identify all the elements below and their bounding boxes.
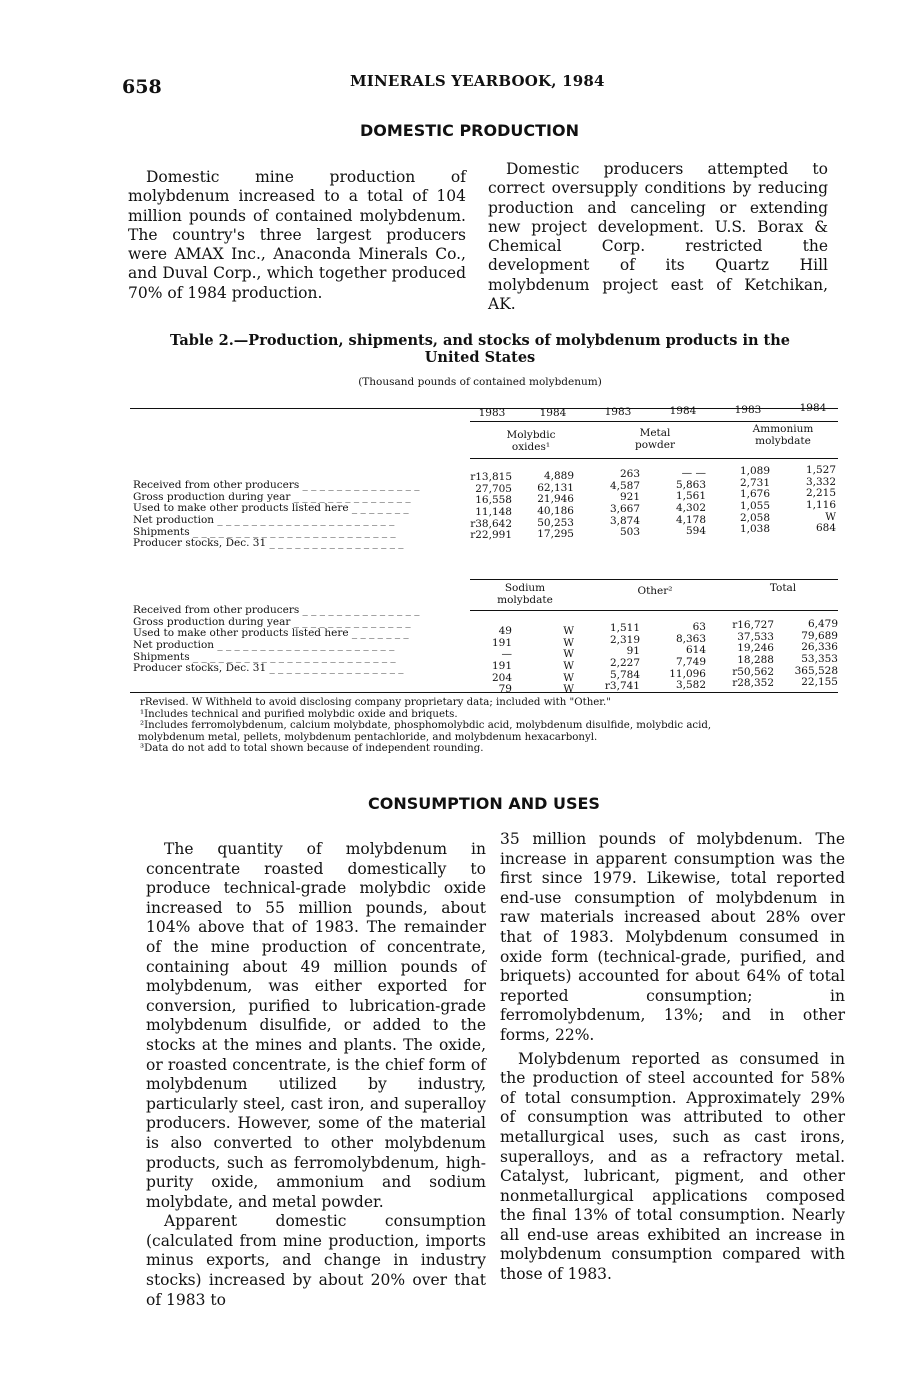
footnote: ¹Includes technical and purified molybdic oxide and briquets. bbox=[140, 708, 458, 720]
col-total-1983: r16,727 37,533 19,246 18,288 r50,562 r28,352 bbox=[732, 619, 774, 690]
paragraph: The quantity of molybdenum in concentrate roasted domestically to produce technical-grade molybdic oxide increased to 55 million pounds, about 104% above that of 1983. The remainder of the mine production of concentrate, containing about 49 million pounds of molybdenum, was either exported for conversion, purified to lubrication-grade molybdenum disulfide, or added to the stocks at the mines and plants. The oxide, or roasted concentrate, is the chief form of molybdenum utilized by industry, particularly steel, cast iron, and superalloy producers. However, some of the material is also converted to other molybdenum products, such as ferromolybdenum, high-purity oxide, ammonium and sodium molybdate, and metal powder. bbox=[146, 840, 486, 1211]
col-ammonium-1983: 1,089 2,731 1,676 1,055 2,058 1,038 bbox=[739, 465, 770, 536]
consumption-left-column bbox=[146, 840, 486, 1310]
group-rule bbox=[470, 458, 838, 459]
row-label: Received from other producers _ _ _ _ _ _ _ _ _ _ _ _ _ _ bbox=[133, 604, 420, 616]
year-header: 1984 bbox=[539, 407, 567, 419]
table-title bbox=[150, 332, 810, 366]
footnote: ³Data do not add to total shown because of independent rounding. bbox=[140, 743, 484, 755]
col-sodium-1984: W W W W W W bbox=[563, 625, 574, 696]
consumption-right-column bbox=[500, 830, 845, 1285]
row-label: Producer stocks, Dec. 31 _ _ _ _ _ _ _ _ _ _ _ _ _ _ _ _ bbox=[133, 537, 404, 550]
row-label: Used to make other products listed here _ _ _ _ _ _ _ bbox=[133, 627, 409, 640]
year-header: 1983 bbox=[734, 404, 762, 416]
year-rule bbox=[470, 421, 838, 422]
year-header: 1983 bbox=[604, 406, 632, 418]
group-header-ammonium-molybdate: Ammonium molybdate bbox=[752, 423, 814, 447]
col-sodium-1983: 49 191 — 191 204 79 bbox=[491, 625, 512, 696]
paragraph: Domestic producers attempted to correct oversupply conditions by reducing production and canceling or extending new project development. U.S. Borax & Chemical Corp. restricted the development of its Quartz Hill molybdenum project east of Ketchikan, AK. bbox=[488, 160, 828, 314]
group-header-other: Other² bbox=[637, 585, 673, 597]
row-labels-bottom bbox=[133, 605, 419, 675]
group-header-metal-powder: Metal powder bbox=[635, 427, 675, 451]
row-label: Net production _ _ _ _ _ _ _ _ _ _ _ _ _ _ _ _ _ _ _ _ _ bbox=[133, 639, 395, 652]
col-molybdic-1984: 4,889 62,131 21,946 40,186 50,253 17,295 bbox=[537, 470, 574, 541]
col-other-1983: 1,511 2,319 91 2,227 5,784 r3,741 bbox=[604, 622, 640, 693]
row-label: Shipments _ _ _ _ _ _ _ _ _ _ _ _ _ _ _ _ _ _ _ _ _ _ _ _ bbox=[133, 650, 396, 663]
table-subtitle: (Thousand pounds of contained molybdenum) bbox=[358, 376, 602, 388]
footnote: molybdenum metal, pellets, molybdenum pentachloride, and molybdenum hexacarbonyl. bbox=[138, 731, 598, 743]
row-label: Shipments _ _ _ _ _ _ _ _ _ _ _ _ _ _ _ _ _ _ _ _ _ _ _ _ bbox=[133, 525, 396, 538]
row-labels-top bbox=[133, 480, 419, 550]
year-header: 1983 bbox=[478, 407, 506, 419]
table-title-line-1: Table 2.—Production, shipments, and stocks of molybdenum products in the bbox=[169, 332, 791, 349]
col-molybdic-1983: r13,815 27,705 16,558 11,148 r38,642 r22,991 bbox=[470, 471, 512, 542]
row-label: Received from other producers _ _ _ _ _ _ _ _ _ _ _ _ _ _ bbox=[133, 479, 420, 491]
domestic-production-right-column bbox=[488, 160, 828, 314]
page-number: 658 bbox=[122, 76, 162, 98]
group-header-total: Total bbox=[769, 582, 797, 594]
running-title: MINERALS YEARBOOK, 1984 bbox=[350, 72, 605, 90]
row-label: Net production _ _ _ _ _ _ _ _ _ _ _ _ _ _ _ _ _ _ _ _ _ bbox=[133, 514, 395, 527]
footnote: rRevised. W Withheld to avoid disclosing company proprietary data; included with "Other." bbox=[140, 697, 611, 708]
col-metal-1983: 263 4,587 921 3,667 3,874 503 bbox=[609, 468, 640, 539]
domestic-production-heading: DOMESTIC PRODUCTION bbox=[360, 121, 579, 140]
domestic-production-left-column bbox=[128, 168, 466, 303]
row-label: Gross production during year _ _ _ _ _ _ _ _ _ _ _ _ _ _ bbox=[133, 615, 411, 628]
footnote: ²Includes ferromolybdenum, calcium molybdate, phosphomolybdic acid, molybdenum disulfide, molybdic acid, bbox=[140, 720, 712, 732]
group-header-sodium-molybdate: Sodium molybdate bbox=[497, 582, 553, 606]
table-footnotes bbox=[140, 697, 840, 755]
table-mid-rule bbox=[470, 579, 838, 580]
year-header: 1984 bbox=[799, 402, 827, 414]
col-ammonium-1984: 1,527 3,332 2,215 1,116 W 684 bbox=[805, 464, 836, 535]
col-metal-1984: — — 5,863 1,561 4,302 4,178 594 bbox=[675, 467, 706, 538]
paragraph: Domestic mine production of molybdenum increased to a total of 104 million pounds of contained molybdenum. The country's three largest producers were AMAX Inc., Anaconda Minerals Co., and Duval Corp., which together produced 70% of 1984 production. bbox=[128, 168, 466, 302]
col-other-1984: 63 8,363 614 7,749 11,096 3,582 bbox=[669, 621, 706, 692]
row-label: Used to make other products listed here _ _ _ _ _ _ _ bbox=[133, 502, 409, 515]
paragraph: 35 million pounds of molybdenum. The increase in apparent consumption was the first since 1979. Likewise, total reported end-use consumption of molybdenum in raw materials increased about 28% over that of 1983. Molybdenum consumed in oxide form (technical-grade, purified, and briquets) accounted for about 64% of total reported consumption; in ferromolybdenum, 13%; and in other forms, 22%. bbox=[500, 830, 845, 1044]
row-label: Gross production during year _ _ _ _ _ _ _ _ _ _ _ _ _ _ bbox=[133, 490, 411, 503]
paragraph: Molybdenum reported as consumed in the production of steel accounted for 58% of total consumption. Approximately 29% of consumption was attributed to other metallurgical uses, such as cast irons, superalloys, and as a refractory metal. Catalyst, lubricant, pigment, and other nonmetallurgical applications composed the final 13% of total consumption. Nearly all end-use areas exhibited an increase in molybdenum consumption compared with those of 1983. bbox=[500, 1049, 845, 1284]
group-header-molybdic-oxides: Molybdic oxides¹ bbox=[506, 429, 556, 453]
paragraph: Apparent domestic consumption (calculated from mine production, imports minus exports, and change in industry stocks) increased by about 20% over that of 1983 to bbox=[146, 1212, 486, 1309]
table-title-line-2: United States bbox=[424, 349, 536, 366]
consumption-heading: CONSUMPTION AND USES bbox=[368, 794, 600, 813]
year-header: 1984 bbox=[669, 405, 697, 417]
col-total-1984: 6,479 79,689 26,336 53,353 365,528 22,155 bbox=[794, 618, 838, 689]
group-rule-bottom bbox=[470, 610, 838, 611]
row-label: Producer stocks, Dec. 31 _ _ _ _ _ _ _ _ _ _ _ _ _ _ _ _ bbox=[133, 662, 404, 675]
